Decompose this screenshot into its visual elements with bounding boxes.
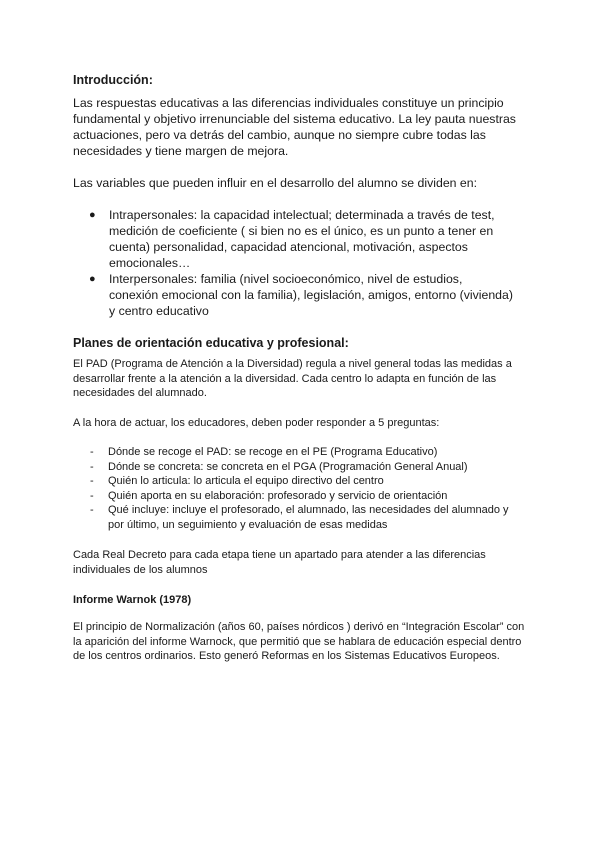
list-item xyxy=(73,445,518,460)
intro-heading: Introducción: xyxy=(73,73,153,87)
list-item-text: Dónde se concreta: se concreta en el PGA (Programación General Anual) xyxy=(108,460,468,473)
planes-paragraph-1: El PAD (Programa de Atención a la Diversidad) regula a nivel general todas las medidas a desarrollar frente a la atención a la diversidad. Cada centro lo adapta en función de las necesidades del alumnado. xyxy=(73,358,512,399)
list-item xyxy=(73,271,513,319)
dash-icon: - xyxy=(90,460,94,473)
list-item xyxy=(73,474,518,489)
planes-paragraph-3: Cada Real Decreto para cada etapa tiene un apartado para atender a las diferencias individuales de los alumnos xyxy=(73,549,486,576)
list-item xyxy=(73,460,518,475)
dash-icon: - xyxy=(90,475,94,487)
dash-icon: - xyxy=(90,504,94,516)
list-item-text: Intrapersonales: la capacidad intelectual; determinada a través de test, medición de coeficiente ( si bien no es el único, es un punto a tener en cuenta) personalidad, capacidad atencional, motivación, aspectos emocionales… xyxy=(109,208,495,270)
warnok-paragraph-1: El principio de Normalización (años 60, países nórdicos ) derivó en “Integración Escolar” con la aparición del informe Warnock, que permitió que se hablara de educación especial dentro de los centros ordinarios. Esto generó Reformas en los Sistemas Educativos Europeos. xyxy=(73,621,525,662)
list-item xyxy=(73,489,518,504)
list-item-text: Interpersonales: familia (nivel socioeconómico, nivel de estudios, conexión emocional con la familia), legislación, amigos, entorno (vivienda) y centro educativo xyxy=(109,272,513,318)
warnok-heading: Informe Warnok (1978) xyxy=(73,594,192,606)
list-item xyxy=(73,207,513,271)
bullet-icon: ● xyxy=(89,209,96,221)
dash-icon: - xyxy=(90,489,94,502)
list-item-text: Quién lo articula: lo articula el equipo directivo del centro xyxy=(108,475,384,487)
intro-paragraph-1: Las respuestas educativas a las diferencias individuales constituye un principio fundamental y objetivo irrenunciable del sistema educativo. La ley pauta nuestras actuaciones, pero va detrás del cambio, aunque no siempre cubre todas las necesidades y tiene margen de mejora. xyxy=(73,96,516,158)
list-item xyxy=(73,503,518,532)
bullet-icon: ● xyxy=(89,273,96,285)
intro-paragraph-2: Las variables que pueden influir en el desarrollo del alumno se dividen en: xyxy=(73,176,478,190)
list-item-text: Qué incluye: incluye el profesorado, el alumnado, las necesidades del alumnado y por último, un seguimiento y evaluación de esas medidas xyxy=(108,504,509,531)
planes-paragraph-2: A la hora de actuar, los educadores, deben poder responder a 5 preguntas: xyxy=(73,417,440,429)
questions-dash-list xyxy=(73,445,518,532)
planes-heading: Planes de orientación educativa y profesional: xyxy=(73,336,349,350)
dash-icon: - xyxy=(90,446,94,458)
list-item-text: Quién aporta en su elaboración: profesorado y servicio de orientación xyxy=(108,489,448,502)
variables-bullet-list xyxy=(73,207,513,319)
list-item-text: Dónde se recoge el PAD: se recoge en el PE (Programa Educativo) xyxy=(108,446,438,458)
